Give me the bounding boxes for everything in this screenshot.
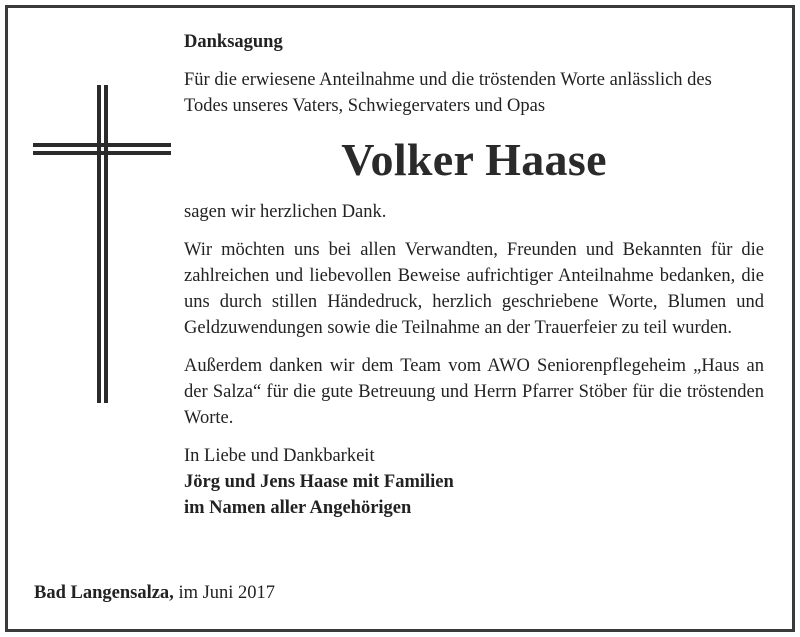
paragraph-care-home: Außerdem danken wir dem Team vom AWO Seniorenpflegeheim „Haus an der Salza“ für die gute Betreuung und Herrn Pfarrer Stöber für die tröstenden Worte.	[184, 356, 764, 428]
thanks-line: sagen wir herzlichen Dank.	[184, 202, 387, 222]
intro-line: Todes unseres Vaters, Schwiegervaters und Opas	[184, 96, 546, 116]
heading: Danksagung	[184, 32, 283, 52]
date: im Juni 2017	[173, 583, 276, 603]
place-date	[34, 580, 275, 606]
closing-line: In Liebe und Dankbarkeit	[184, 446, 375, 466]
deceased-name: Volker Haase	[341, 134, 607, 185]
signature-relatives: im Namen aller Angehörigen	[184, 498, 412, 518]
intro-line: Für die erwiesene Anteilnahme und die tröstenden Worte anlässlich des	[184, 70, 712, 90]
paragraph-relatives: Wir möchten uns bei allen Verwandten, Freunden und Bekannten für die zahlreichen und liebevollen Beweise aufrichtiger Anteilnahme bedanken, die uns durch stillen Händedruck, herzlich geschriebene Worte, Blumen und Geldzuwendungen sowie die Teilnahme an der Trauerfeier zu teil wurden.	[184, 240, 764, 338]
signature-family: Jörg und Jens Haase mit Familien	[184, 472, 454, 492]
place: Bad Langensalza,	[34, 583, 174, 603]
notice-content	[184, 29, 764, 521]
